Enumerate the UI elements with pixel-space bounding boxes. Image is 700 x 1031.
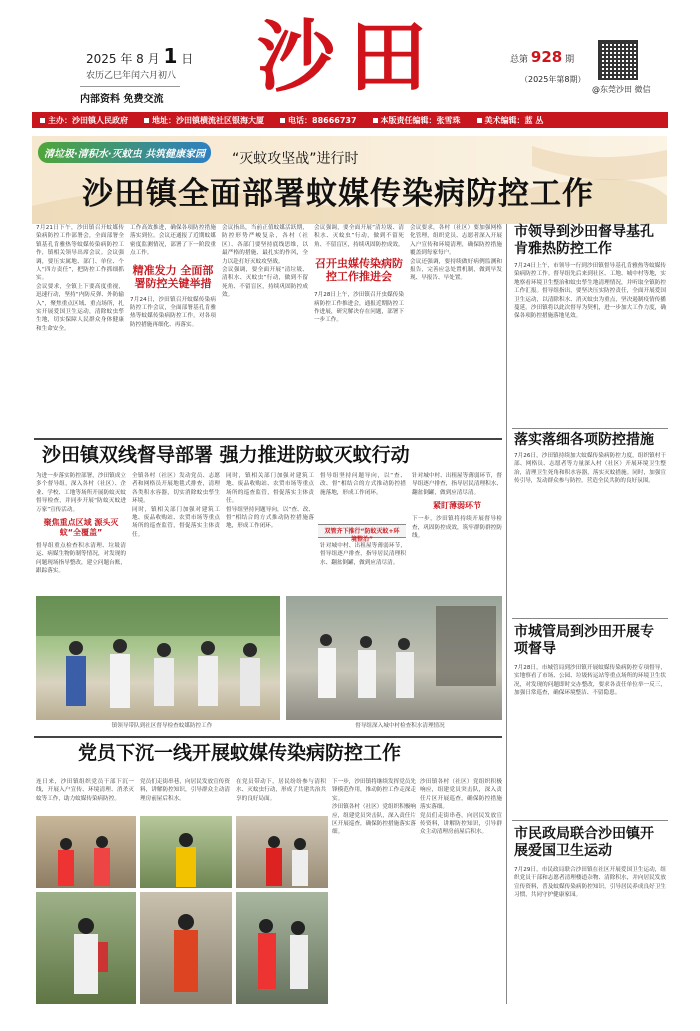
photo-party-members-2: [140, 816, 232, 888]
right-news-body-3: 7月28日，市城管局到沙田镇开展蚊媒传染病防控专项督导，实地察看了市场、公园、垃圾转运站等重点场所的环境卫生状况，对发现的问题即时交办整改，要求各责任单位举一反三，加强日常巡查，确保环境整洁、不留隐患。: [514, 665, 666, 697]
mid-paragraph: 全镇各村（社区）发动党员、志愿者和网格员开展地毯式排查，清理各类积水容器，切实消除蚊虫孳生环境。: [132, 473, 220, 505]
column-divider: [506, 224, 507, 1004]
bottom-col-5: [420, 778, 502, 1004]
mid-paragraph: 为进一步落实防控部署，沙田镇成立多个督导组，深入各村（社区）、企业、学校、工地等场所开展防蚊灭蚊督导检查，并同步开展“防蚊灭蚊进万家”宣传活动。: [36, 473, 126, 513]
info-editor: 本版责任编辑：张雪珠: [365, 115, 469, 126]
lead-col-3: [222, 224, 308, 450]
lead-paragraph: 7月21日下午，沙田镇召开蚊媒传染病防控工作部署会，全面部署全镇基孔肯雅热等蚊媒传染病防控工作，镇相关领导出席会议。会议强调，要压实属地、部门、单位、个人“四方责任”，把防控工作抓细抓实。: [36, 225, 124, 282]
date-year-month: 2025 年 8 月: [86, 52, 160, 66]
bottom-col-2: [140, 778, 230, 812]
mid-col-1: [36, 472, 126, 614]
mid-col-4: [320, 472, 406, 524]
lead-paragraph: 工作高效推进，确保各项防控措施落实到位。会议还通报了近期蚊媒密度监测情况，部署了下一阶段重点工作。: [130, 225, 216, 257]
section-rule: [512, 428, 668, 429]
photo-party-members-3: [236, 816, 328, 888]
issue-no: 928: [530, 48, 563, 66]
photo-cleanup: [140, 892, 232, 1004]
bottom-paragraph: 下一步，沙田镇将继续发挥党员先锋模范作用，推动防控工作走深走实。: [332, 779, 416, 802]
bottom-paragraph: 党员们走街串巷，向居民发放宣传资料，讲解防控知识，引导群众主动清理房前屋后积水。: [140, 779, 230, 802]
photo-people-illustration: [236, 892, 328, 1004]
mid-paragraph: 针对城中村、出租屋等薄弱环节，督导组逐户排查，指导居民清理积水、翻盆倒罐，做到应清尽清。: [412, 473, 502, 496]
photo-people-illustration: [236, 816, 328, 888]
right-news-title-4: 市民政局联合沙田镇开展爱国卫生运动: [514, 826, 654, 859]
photo-spraying: [36, 892, 136, 1004]
photo-people-illustration: [140, 816, 232, 888]
right-news-title-1: 市领导到沙田督导基孔肯雅热防控工作: [514, 224, 654, 257]
lead-paragraph: 会议强调，要全面开展“清垃圾、清积水、灭蚊虫”行动，做到不留死角、不留盲区，持续巩固防控成效。: [314, 225, 404, 248]
mid-paragraph: 督导组重点检查积水清理、垃圾清运、病媒生物防制等情况，对发现的问题现场指导整改，建立问题台账，跟踪落实。: [36, 543, 126, 575]
right-news-body-1: 7月24日上午，市领导一行到沙田镇督导基孔肯雅热等蚊媒传染病防控工作。督导组先后来到社区、工地、城中村等地，实地察看环境卫生整治和蚊虫孳生地清理情况，并听取全镇防控工作汇报。督导组指出，要坚决压实防控责任，全面开展爱国卫生运动，以清除积水、消灭蚊虫为重点，坚决遏制疫情传播蔓延。沙田镇将以此次督导为契机，进一步加大工作力度，确保各项防控措施落地见效。: [514, 263, 666, 320]
mid-col-2: [132, 472, 220, 614]
bottom-col-3: [236, 778, 326, 812]
photo-party-members-1: [36, 816, 136, 888]
lead-paragraph: 会议指出，当前正值蚊媒活跃期，防控形势严峻复杂，各村（社区）、各部门要坚持底线思维，以最严格的措施、最扎实的作风，全力以赴打好灭蚊攻坚战。: [222, 225, 308, 265]
issue-number: [510, 48, 574, 66]
issue-suffix: 期: [565, 55, 575, 65]
right-news-title-2: 落实落细各项防控措施: [514, 432, 654, 448]
square-bullet-icon: [144, 118, 149, 123]
internal-notice: 内部资料 免费交流: [80, 86, 180, 105]
mid-paragraph: 下一步，沙田镇将持续开展督导检查，巩固防控成效，筑牢群防群控防线。: [412, 516, 502, 540]
issue-year: （2025年第8期）: [520, 75, 586, 84]
lead-subhead-2: 召开虫媒传染病防控工作推进会: [315, 257, 403, 284]
issue-date: [86, 44, 193, 68]
bottom-paragraph: 沙田镇各村（社区）党组织积极响应，组建党员突击队，深入责任片区开展巡查，确保防控措施落实落细。: [420, 779, 502, 811]
lead-paragraph: 会议强调，要全面开展“清垃圾、清积水、灭蚊虫”行动，做到不留死角、不留盲区，持续巩固防控成效。: [222, 267, 308, 299]
lunar-date: 农历乙巳年闰六月初八: [86, 71, 177, 81]
photo-people-illustration: [36, 816, 136, 888]
bottom-paragraph: 党员们走街串巷，向居民发放宣传资料，讲解防控知识，引导群众主动清理房前屋后积水。: [420, 812, 502, 836]
photo-door-to-door: [236, 892, 328, 1004]
lead-col-5: [410, 224, 502, 450]
bottom-paragraph: 连日来，沙田镇组织党员干部下沉一线，开展入户宣传、环境清理、消杀灭蚊等工作，助力蚊媒传染病防控。: [36, 779, 134, 802]
mid-paragraph: 督导组坚持问题导向，以“查、改、督”相结合的方式推动防控措施落地，形成工作闭环。: [320, 473, 406, 496]
lead-paragraph: 7月24日，沙田镇召开蚊媒传染病防控工作会议，全面部署基孔肯雅热等蚊媒传染病防控工作，对各项防控措施再细化、再落实。: [130, 296, 216, 328]
square-bullet-icon: [40, 118, 45, 123]
square-bullet-icon: [477, 118, 482, 123]
lead-subhead-1: 精准发力 全面部署防控关键举措: [132, 263, 214, 290]
mid-headline: 沙田镇双线督导部署 强力推进防蚊灭蚊行动: [42, 444, 410, 466]
mid-boxed-title: 双管齐下推行“防蚊灭蚊+环境整治”: [318, 524, 406, 538]
bottom-headline: 党员下沉一线开展蚊媒传染病防控工作: [78, 742, 402, 764]
logo-text: 沙田: [256, 12, 441, 103]
photo-people-illustration: [140, 892, 232, 1004]
square-bullet-icon: [280, 118, 285, 123]
mid-paragraph: 同时，镇相关部门加强对建筑工地、废品收购站、农贸市场等重点场所的巡查监管，督促落实主体责任。: [132, 506, 220, 538]
photo-caption-left: 镇领导带队到社区督导检查蚊媒防控工作: [111, 723, 213, 729]
mid-paragraph: 督导组坚持问题导向，以“查、改、督”相结合的方式推动防控措施落地，形成工作闭环。: [226, 506, 314, 530]
info-art-editor: 美术编辑：蓝 丛: [469, 115, 552, 126]
section-rule: [512, 618, 668, 619]
date-day: 1: [163, 44, 178, 68]
lead-headline: 沙田镇全面部署蚊媒传染病防控工作: [82, 176, 594, 212]
photo-people-illustration: [286, 596, 502, 720]
lead-paragraph: 会议还强调，要持续做好病例监测和报告，完善应急处置机制，做到早发现、早报告、早处置。: [410, 258, 502, 282]
lead-col-1: [36, 224, 124, 450]
newspaper-logo: [228, 12, 470, 104]
right-news-body-4: 7月29日，市民政局联合沙田镇在社区开展爱国卫生运动，组织党员干部和志愿者清理楼道杂物、清除积水，并向居民发放宣传资料，普及蚊媒传染病防控知识，引导居民养成良好卫生习惯，共同守护健康家园。: [514, 867, 666, 899]
photo-village-inspection: [286, 596, 502, 720]
mid-paragraph: 针对城中村、出租屋等薄弱环节，督导组逐户排查，指导居民清理积水、翻盆倒罐，做到应清尽清。: [320, 543, 406, 566]
issue-prefix: 总第: [510, 55, 529, 65]
qr-caption: @东莞沙田 微信: [592, 85, 651, 94]
bottom-paragraph: 沙田镇各村（社区）党组织积极响应，组建党员突击队，深入责任片区开展巡查，确保防控措施落实落细。: [332, 804, 416, 836]
mid-subhead-1: 聚焦重点区域 源头灭蚊“全覆盖”: [43, 518, 119, 538]
bottom-paragraph: 在党员带动下，居民纷纷参与清积水、灭蚊虫行动，形成了共建共治共享的良好局面。: [236, 779, 326, 802]
lead-paragraph: 7月28日上午，沙田镇召开虫媒传染病防控工作推进会，通报近期防控工作进展，研究解决存在问题，部署下一步工作。: [314, 292, 404, 324]
section-rule: [512, 820, 668, 821]
bottom-col-4: [332, 778, 416, 1004]
banner-slogan: 清垃圾·清积水·灭蚊虫 共筑健康家园: [38, 142, 211, 163]
photo-people-illustration: [36, 596, 280, 720]
info-bar: [32, 112, 668, 128]
mid-paragraph: 同时，镇相关部门加强对建筑工地、废品收购站、农贸市场等重点场所的巡查监管，督促落实主体责任。: [226, 473, 314, 505]
mid-col-5: [412, 472, 502, 614]
square-bullet-icon: [373, 118, 378, 123]
date-day-suffix: 日: [181, 52, 194, 66]
lead-col-4: [314, 224, 404, 450]
mid-col-3: [226, 472, 314, 614]
lead-kicker: “灭蚊攻坚战”进行时: [232, 151, 359, 167]
info-phone: 电话：88666737: [272, 115, 365, 126]
lead-paragraph: 会议要求，各村（社区）要加强网格化管理，组织党员、志愿者深入开展入户宣传和环境清理，确保防控措施覆盖到每家每户。: [410, 225, 502, 257]
lead-paragraph: 会议要求，全镇上下要高度重视，迅速行动，坚持“内防反弹、外防输入”，聚焦重点区域、重点场所，扎实开展爱国卫生运动，清除蚊虫孳生地，切实保障人民群众身体健康和生命安全。: [36, 283, 124, 332]
masthead: [0, 0, 700, 108]
bottom-col-1: [36, 778, 134, 812]
info-host: 主办：沙田镇人民政府: [32, 115, 136, 126]
right-news-title-3: 市城管局到沙田开展专项督导: [514, 624, 654, 657]
info-address: 地址：沙田镇横流社区银海大厦: [136, 115, 272, 126]
photo-people-illustration: [36, 892, 136, 1004]
right-news-body-2: 7月26日，沙田镇持续加大蚊媒传染病防控力度，组织镇村干部、网格员、志愿者等力量深入村（社区）开展环境卫生整治，清理卫生死角和积水容器，落实灭蚊措施。同时，加强宣传引导，发动群众参与防控，营造全民共防的良好氛围。: [514, 453, 666, 485]
mid-subhead-2: 紧盯薄弱环节: [433, 501, 481, 511]
photo-caption-right: 督导组深入城中村检查积水清理情况: [355, 723, 445, 729]
lead-col-2: [130, 224, 216, 450]
qr-code-icon[interactable]: [598, 40, 638, 80]
photo-street-inspection: [36, 596, 280, 720]
